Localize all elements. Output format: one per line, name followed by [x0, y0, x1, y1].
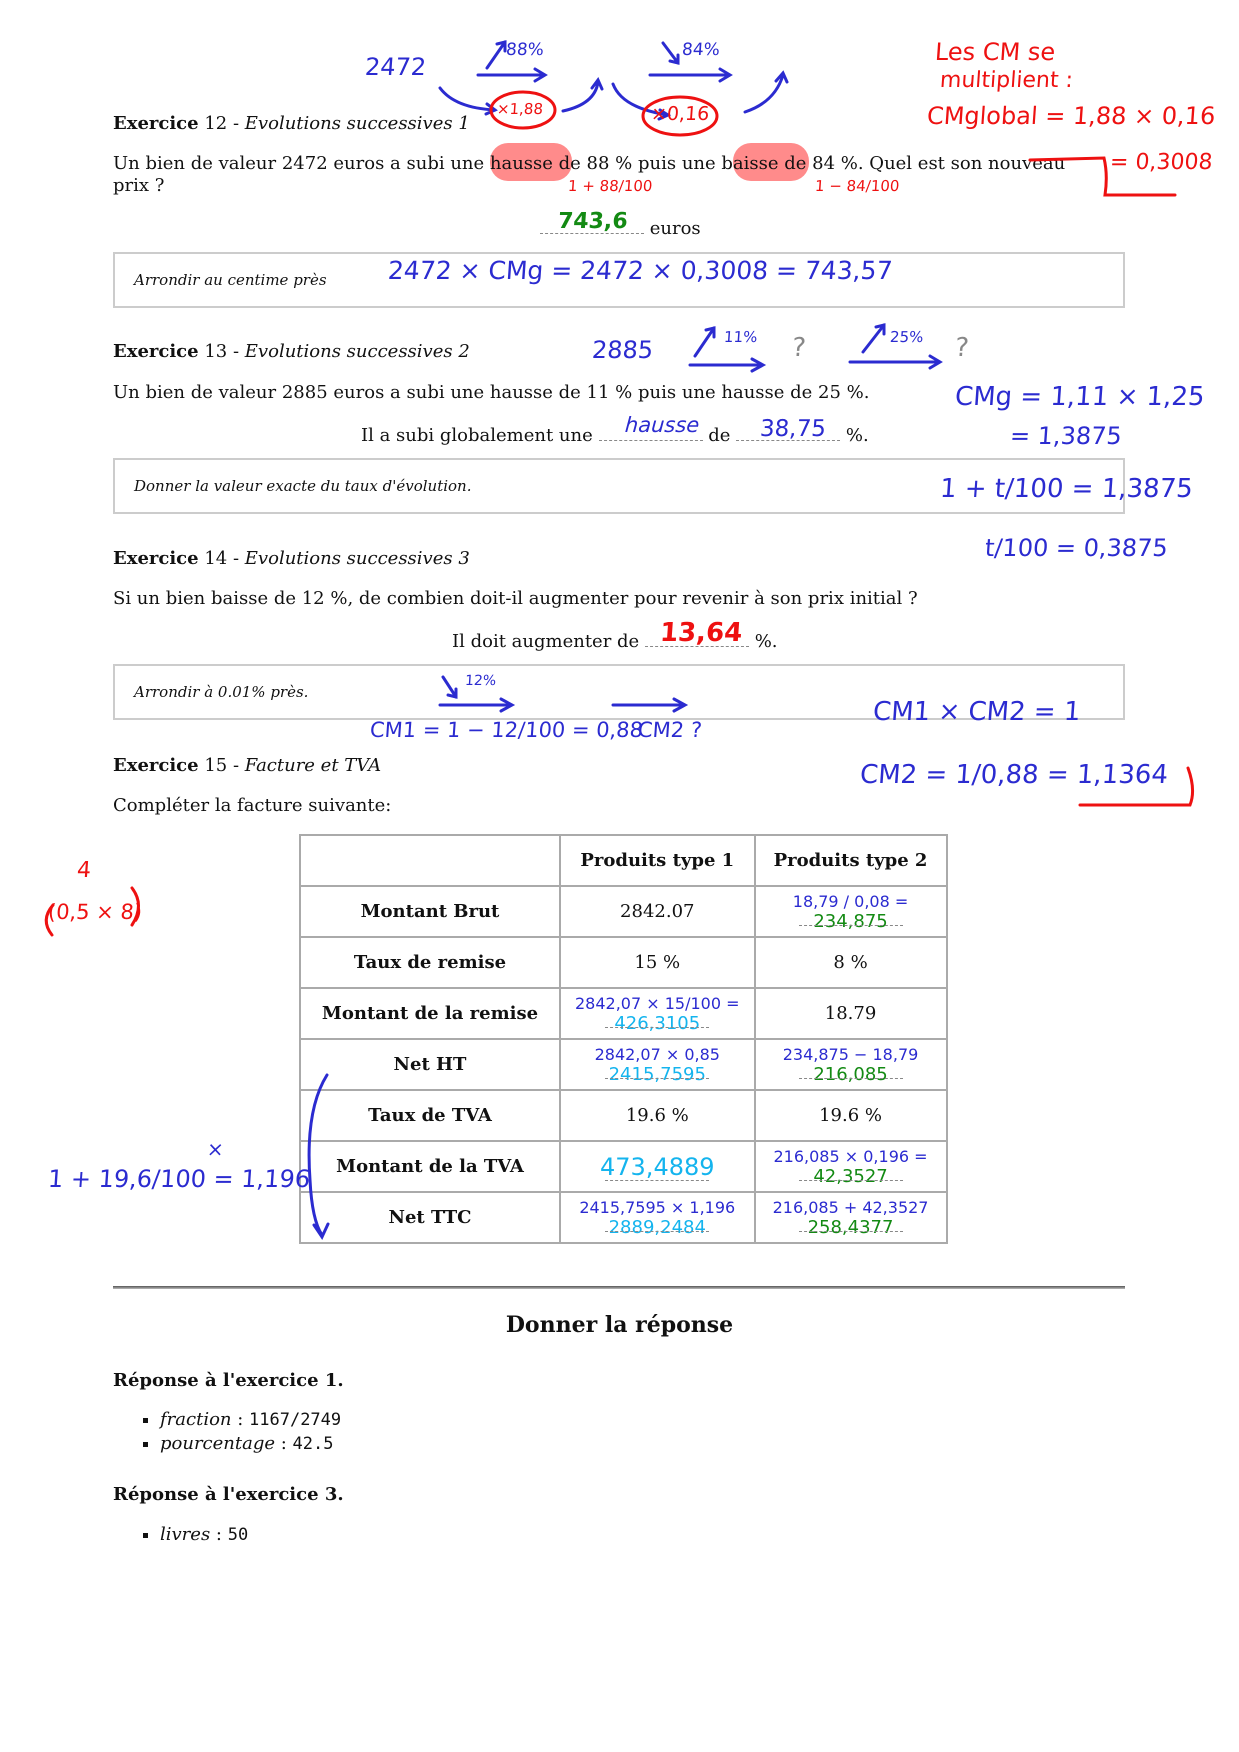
arrow-down-icon — [663, 43, 678, 63]
arrow-up-icon — [863, 325, 884, 352]
table-cell: 19.6 % — [755, 1090, 947, 1141]
table-cell: 8 % — [755, 937, 947, 988]
note-tva-coef: 1 + 19,6/100 = 1,196 — [47, 1165, 312, 1193]
answer-group-title: Réponse à l'exercice 3. — [113, 1484, 344, 1505]
answer-list — [140, 1408, 341, 1456]
exercise-number: 15 - — [204, 755, 240, 776]
answer-value: 50 — [227, 1525, 249, 1545]
answer-field[interactable] — [605, 1180, 709, 1181]
answer-unit: euros — [649, 218, 701, 239]
handwritten-answer: 13,64 — [658, 618, 744, 648]
table-cell[interactable] — [755, 1192, 947, 1243]
answer-key: pourcentage — [160, 1433, 276, 1454]
answer-field[interactable] — [799, 1078, 903, 1079]
invoice-table — [299, 834, 948, 1244]
exercise-subtitle: Evolutions successives 3 — [244, 548, 470, 569]
answer-field[interactable] — [799, 1180, 903, 1181]
handwritten-cell — [575, 1152, 740, 1181]
hint-text: Arrondir à 0.01% près. — [134, 683, 309, 701]
note-rule-3: CMglobal = 1,88 × 0,16 — [926, 102, 1217, 130]
row-label: Net TTC — [300, 1192, 560, 1243]
cell-calculation: 2842,07 × 15/100 = — [575, 993, 740, 1013]
note-rise: 88% — [505, 40, 545, 60]
arrow-icon — [478, 69, 545, 81]
exercise-14-statement: Si un bien baisse de 12 %, de combien doit-il augmenter pour revenir à son prix initial ? — [113, 588, 918, 609]
exercise-12-title — [113, 113, 470, 134]
exercise-number: 14 - — [204, 548, 240, 569]
answer-field[interactable] — [605, 1231, 709, 1232]
arrow-icon — [850, 356, 940, 368]
hint-text: Arrondir au centime près — [134, 271, 327, 289]
answer-list — [140, 1523, 248, 1547]
note-side-top: 4 — [76, 858, 92, 883]
curved-arrow-icon — [745, 73, 787, 112]
sentence-part: Il doit augmenter de — [452, 631, 640, 652]
row-label: Net HT — [300, 1039, 560, 1090]
answer-key: livres — [160, 1524, 211, 1545]
arrow-up-icon — [695, 328, 714, 356]
table-cell: 19.6 % — [560, 1090, 755, 1141]
statement-line-2: prix ? — [113, 175, 165, 196]
cell-answer: 42,3527 — [813, 1165, 888, 1187]
note-rule-4: = 0,3008 — [1109, 150, 1214, 175]
table-cell: 18.79 — [755, 988, 947, 1039]
sentence-part: Il a subi globalement une — [361, 425, 593, 446]
table-cell[interactable] — [560, 988, 755, 1039]
row-label: Montant de la TVA — [300, 1141, 560, 1192]
row-label: Taux de TVA — [300, 1090, 560, 1141]
exercise-label: Exercice — [113, 341, 199, 362]
note-start-value: 2472 — [364, 53, 428, 81]
table-row — [300, 1141, 947, 1192]
cell-calculation: 2415,7595 × 1,196 — [579, 1197, 736, 1217]
answer-field[interactable] — [799, 1231, 903, 1232]
sentence-part: %. — [845, 425, 869, 446]
table-cell[interactable] — [560, 1141, 755, 1192]
table-cell[interactable] — [755, 886, 947, 937]
note-coef1: ×1,88 — [496, 100, 544, 118]
handwritten-answer: 743,6 — [557, 209, 629, 234]
answer-field[interactable] — [605, 1027, 709, 1028]
row-label: Montant de la remise — [300, 988, 560, 1039]
exercise-number: 13 - — [204, 341, 240, 362]
answer-field[interactable] — [799, 925, 903, 926]
cell-answer: 258,4377 — [807, 1216, 894, 1238]
section-divider — [113, 1286, 1125, 1289]
table-row — [300, 937, 947, 988]
note-rule-2: multiplient : — [939, 68, 1074, 93]
cell-answer: 2889,2484 — [608, 1216, 706, 1238]
cell-answer: 216,085 — [813, 1063, 888, 1085]
exercise-15-statement: Compléter la facture suivante: — [113, 795, 392, 816]
note-coef2: ×0,16 — [650, 103, 711, 125]
cell-calculation: 216,085 × 0,196 = — [773, 1146, 928, 1166]
table-row — [300, 1192, 947, 1243]
exercise-label: Exercice — [113, 548, 199, 569]
handwritten-answer: hausse — [624, 413, 701, 437]
cell-answer: 426,3105 — [614, 1012, 701, 1034]
note-start-value: 2885 — [591, 336, 655, 364]
note-hint-calc: 2472 × CMg = 2472 × 0,3008 = 743,57 — [386, 256, 894, 285]
cell-answer: 234,875 — [813, 910, 888, 932]
note-frac1: 1 + 88/100 — [567, 177, 654, 195]
column-header — [300, 835, 560, 886]
cell-calculation: 2842,07 × 0,85 — [594, 1044, 720, 1064]
answer-group-title: Réponse à l'exercice 1. — [113, 1370, 344, 1391]
table-cell: 15 % — [560, 937, 755, 988]
table-row — [300, 886, 947, 937]
note-question: ? — [790, 333, 807, 363]
statement-line-1: Un bien de valeur 2472 euros a subi une hausse de 88 % puis une baisse de 84 %. Quel est son nouveau — [113, 153, 1066, 174]
note-fall: 12% — [464, 673, 497, 689]
answers-heading: Donner la réponse — [505, 1312, 734, 1338]
note-side-expr: (0,5 × 8) — [47, 900, 143, 924]
exercise-subtitle: Evolutions successives 1 — [244, 113, 470, 134]
table-cell[interactable] — [560, 1192, 755, 1243]
answer-item: ▪ fraction : 1167/2749 — [160, 1408, 341, 1432]
note-line: = 1,3875 — [1009, 422, 1123, 450]
cell-answer: 2415,7595 — [608, 1063, 706, 1085]
note-times: × — [206, 1137, 225, 1161]
note-cm1: CM1 = 1 − 12/100 = 0,88 — [369, 718, 644, 742]
answer-key: fraction — [160, 1409, 232, 1430]
note-rule-1: Les CM se — [934, 38, 1057, 66]
arrow-icon — [650, 69, 730, 81]
cell-calculation: 234,875 − 18,79 — [782, 1044, 919, 1064]
cell-answer: 473,4889 — [600, 1152, 715, 1181]
arrow-up-icon — [487, 42, 505, 68]
exercise-label: Exercice — [113, 755, 199, 776]
column-header: Produits type 2 — [755, 835, 947, 886]
table-row — [300, 988, 947, 1039]
exercise-subtitle: Facture et TVA — [244, 755, 382, 776]
note-line: 1 + t/100 = 1,3875 — [938, 474, 1194, 504]
curved-arrow-icon — [563, 80, 602, 111]
note-rise: 11% — [723, 328, 758, 346]
table-row — [300, 1039, 947, 1090]
note-cm2: CM2 ? — [637, 718, 703, 742]
answer-value: 42.5 — [292, 1434, 334, 1454]
exercise-15-title — [113, 755, 381, 776]
table-cell[interactable] — [755, 1141, 947, 1192]
answer-value: 1167/2749 — [249, 1410, 342, 1430]
handwritten-answer: 38,75 — [759, 416, 827, 442]
table-cell: 2842.07 — [560, 886, 755, 937]
sentence-part: de — [708, 425, 731, 446]
exercise-13-statement: Un bien de valeur 2885 euros a subi une hausse de 11 % puis une hausse de 25 %. — [113, 382, 870, 403]
row-label: Montant Brut — [300, 886, 560, 937]
column-header: Produits type 1 — [560, 835, 755, 886]
table-cell[interactable] — [560, 1039, 755, 1090]
note-fall: 84% — [681, 40, 721, 60]
exercise-subtitle: Evolutions successives 2 — [244, 341, 470, 362]
answer-item: ▪ livres : 50 — [160, 1523, 248, 1547]
note-line: CM2 = 1/0,88 = 1,1364 — [858, 760, 1169, 790]
hint-text: Donner la valeur exacte du taux d'évolution. — [134, 477, 472, 495]
cell-calculation: 216,085 + 42,3527 — [772, 1197, 929, 1217]
sentence-part: %. — [754, 631, 778, 652]
table-cell[interactable] — [755, 1039, 947, 1090]
exercise-13-title — [113, 341, 470, 362]
curved-arrow-icon — [440, 88, 495, 114]
cell-calculation: 18,79 / 0,08 = — [792, 891, 909, 911]
note-line: CMg = 1,11 × 1,25 — [953, 382, 1206, 412]
table-row — [300, 1090, 947, 1141]
answer-field[interactable] — [605, 1078, 709, 1079]
note-frac2: 1 − 84/100 — [814, 177, 901, 195]
exercise-number: 12 - — [204, 113, 240, 134]
note-line: t/100 = 0,3875 — [984, 534, 1169, 562]
exercise-label: Exercice — [113, 113, 199, 134]
exercise-14-title — [113, 548, 470, 569]
note-line: CM1 × CM2 = 1 — [871, 697, 1082, 727]
note-question: ? — [953, 333, 970, 363]
note-rise: 25% — [889, 328, 924, 346]
table-header-row — [300, 835, 947, 886]
arrow-icon — [690, 359, 763, 371]
answer-item: ▪ pourcentage : 42.5 — [160, 1432, 341, 1456]
row-label: Taux de remise — [300, 937, 560, 988]
